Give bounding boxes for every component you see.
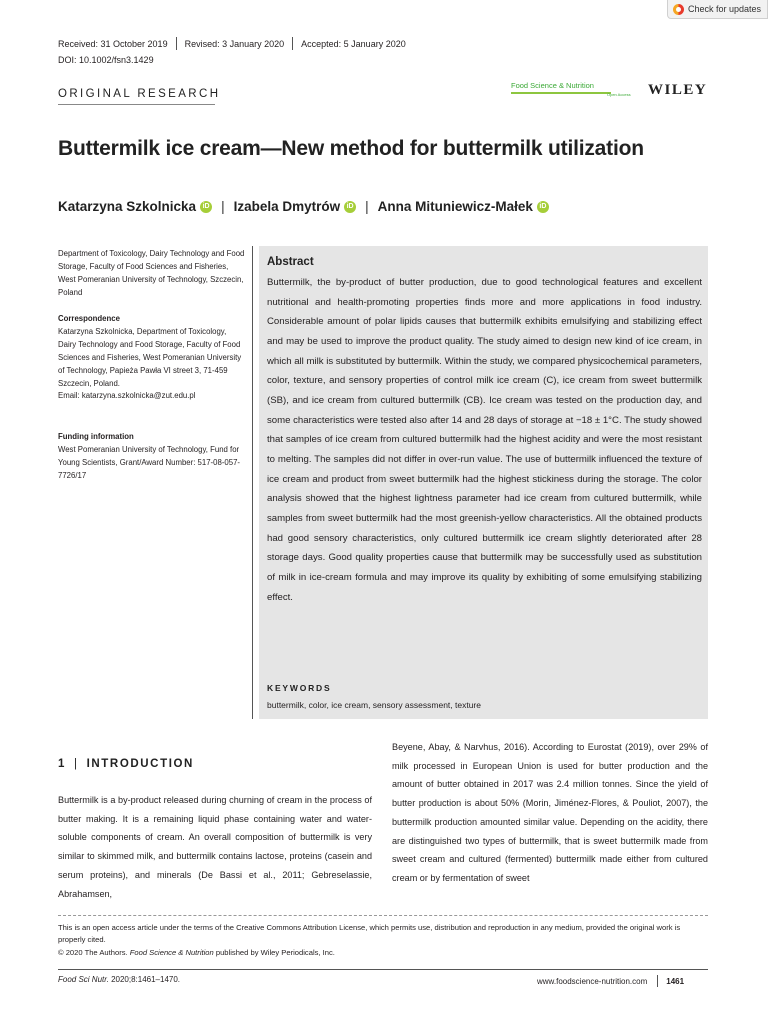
copyright-line [58,947,708,959]
abstract-divider [252,246,253,719]
license-notice [58,922,708,959]
correspondence-body: Katarzyna Szkolnicka, Department of Toxicology, Dairy Technology and Food Storage, Faculty of Food Sciences and Fisheries, West Pomeranian University of Technology, Papieża Pawła VI street 3, 71-459 Szczecin, Poland. [58,326,242,388]
affiliation-text: Department of Toxicology, Dairy Technology and Food Storage, Faculty of Food Sciences and Fisheries, West Pomeranian University of Technology, Szczecin, Poland [58,249,245,297]
keywords-heading: KEYWORDS [267,683,332,693]
license-divider [58,915,708,916]
received-date: Received: 31 October 2019 [58,38,168,49]
copyright-journal: Food Science & Nutrition [129,947,214,957]
correspondence [58,313,245,403]
author-name[interactable]: Katarzyna Szkolnicka [58,199,197,214]
check-for-updates-label: Check for updates [688,4,762,14]
correspondence-email[interactable]: Email: katarzyna.szkolnicka@zut.edu.pl [58,391,196,401]
abstract-heading: Abstract [267,256,314,268]
funding [58,431,245,483]
revised-date: Revised: 3 January 2020 [184,38,285,49]
article-title: Buttermilk ice cream—New method for buttermilk utilization [58,137,644,160]
author-separator: | [221,199,225,214]
open-access-label: Open Access [607,92,631,97]
check-for-updates-button[interactable] [667,0,768,19]
introduction-right-column: Beyene, Abay, & Narvhus, 2016). According to Eurostat (2019), over 29% of milk processed in European Union is used for butter production and the amount of butter obtained in 2017 was 2.4 million tonnes. Since the yield of butter production is about 50% (Morin, Jiménez-Flores, & Pouliot, 2007), the buttermilk production amounted similar value. Depending on the acidity, there are distinguished two types of buttermilk, that is sweet buttermilk made from sweet cream and cultured (fermented) buttermilk made either from cultured cream or by fermentation of sweet [392,742,708,883]
section-title: INTRODUCTION [86,758,194,770]
author-name[interactable]: Anna Mituniewicz-Małek [377,199,533,214]
doi[interactable]: DOI: 10.1002/fsn3.1429 [58,55,154,65]
abstract-text: Buttermilk, the by-product of butter production, due to good technological features and excellent nutritional and health-promoting properties finds more and more applications in food industry. Considerable amount of polar lipids causes that buttermilk exhibits emulsifying and stabilizing effect and may be used to improve the product quality. The study aimed to design new kind of ice cream, in which all milk is substituted by buttermilk. Within the study, we compared physicochemical parameters, color, texture, and sensory properties of control milk ice cream (C), ice cream from sweet buttermilk (SB), and ice cream from cultured buttermilk (CB). Ice cream was tested on the production day, and some characteristics were tested also after 14 and 28 days of storage at −18 ± 1°C. The study showed that samples of ice cream from cultured buttermilk had the highest acidity and were the most resistant to melting. The samples did not differ in over-run value. The use of buttermilk influenced the texture of ice cream and product from sweet buttermilk had the highest stickiness during the storage. The color analysis showed that the highest lightness parameter had ice cream from cultured buttermilk, while samples from sweet buttermilk had the most greenish-yellow characteristics. All the obtained products had good sensory characteristics, only cultured buttermilk ice cream slightly deteriorated after 28 storage days. Good quality properties cause that buttermilk may be successfully used as substitution of milk in ice-cream formula and may improve its quality by exhibiting of some emulsifying stabilizing effect. [267,277,702,603]
footer-rule [58,969,708,970]
crossmark-icon [673,4,684,15]
copyright-prefix: © 2020 The Authors. [58,947,130,957]
footer-citation [58,975,180,984]
author-list [58,199,549,214]
citation-journal: Food Sci Nutr. [58,975,109,984]
date-divider [292,37,293,50]
heading-separator: | [74,758,79,770]
footer-right [537,975,684,987]
introduction-left-column: Buttermilk is a by-product released during churning of cream in the process of butter making. It is a remaining liquid phase containing water and water-soluble components of cream. An overall composition of buttermilk is very similar to skimmed milk, and buttermilk contains lactose, proteins (casein and serum proteins), and minerals (De Bassi et al., 2011; Gebreselassie, Abrahamsen, [58,795,372,899]
publisher-logo: WILEY [648,82,708,98]
introduction-heading [58,758,194,770]
license-text: This is an open access article under the terms of the Creative Commons Attribution License, which permits use, distribution and reproduction in any medium, provided the original work is properly cited. [58,923,681,945]
funding-heading: Funding information [58,432,134,441]
journal-logo-bar [511,92,611,94]
section-number: 1 [58,758,66,770]
accepted-date: Accepted: 5 January 2020 [301,38,406,49]
journal-logo: Food Science & Nutrition [511,81,594,90]
correspondence-heading: Correspondence [58,314,120,323]
journal-url[interactable]: www.foodscience-nutrition.com [537,976,648,986]
author-name[interactable]: Izabela Dmytrów [233,199,341,214]
article-dates [58,37,406,50]
citation-details: 2020;8:1461–1470. [108,975,181,984]
section-rule [58,104,215,105]
footer-divider [657,975,658,987]
date-divider [176,37,177,50]
orcid-icon[interactable]: iD [537,201,549,213]
author-separator: | [365,199,369,214]
keywords: buttermilk, color, ice cream, sensory assessment, texture [267,700,481,710]
page-number: 1461 [666,976,685,986]
orcid-icon[interactable]: iD [200,201,212,213]
article-type: ORIGINAL RESEARCH [58,88,221,100]
affiliation [58,248,245,300]
funding-body: West Pomeranian University of Technology, Fund for Young Scientists, Grant/Award Number: 517-08-057-7726/17 [58,444,241,480]
copyright-suffix: published by Wiley Periodicals, Inc. [213,947,335,957]
orcid-icon[interactable]: iD [344,201,356,213]
